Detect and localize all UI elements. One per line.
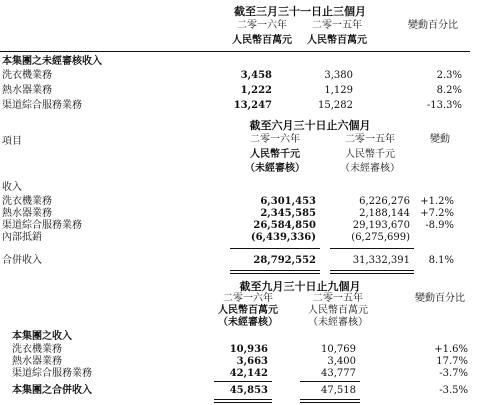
- sec3-period-header: 截至九月三十日止九個月: [239, 280, 361, 293]
- sec3-subtotal-rule-2015: [300, 381, 360, 382]
- sec3-total-label: 本集團之合併收入: [12, 385, 92, 396]
- sec3-row-label: 洗衣機業務: [12, 344, 62, 355]
- sec1-row-2015: 3,380: [324, 70, 353, 81]
- sec1-header-rule: [0, 51, 470, 52]
- sec2-total-2016: 28,792,552: [253, 255, 316, 266]
- sec2-row-2015: 29,193,670: [352, 220, 410, 231]
- sec2-change-header: 變動: [430, 134, 450, 145]
- sec2-item-header: 項目: [2, 136, 22, 147]
- sec3-row-2015: 3,400: [327, 356, 356, 367]
- sec2-row-label: 內部抵銷: [2, 232, 42, 243]
- sec1-row-label: 洗衣機業務: [2, 70, 52, 81]
- sec3-row-2016: 42,142: [229, 368, 268, 379]
- sec3-col-2015: 二零一五年: [313, 293, 363, 304]
- sec3-total-pct: -3.5%: [439, 385, 468, 396]
- sec1-period-header: 截至三月三十一日止三個月: [234, 5, 366, 18]
- sec2-total-2015: 31,332,391: [352, 255, 410, 266]
- sec2-row-2015: (6,275,699): [351, 232, 410, 243]
- sec2-row-2016: 6,301,453: [260, 196, 316, 207]
- sec3-total-2015: 47,518: [321, 385, 356, 396]
- sec1-row-label: 渠道綜合服務業務: [2, 100, 82, 111]
- sec1-change-header: 變動百分比: [408, 20, 458, 31]
- sec2-row-2015: 6,226,276: [359, 196, 410, 207]
- sec2-row-label: 熱水器業務: [2, 208, 52, 219]
- sec2-heading: 收入: [2, 182, 22, 193]
- sec2-subtotal-rule-2015: [330, 248, 414, 249]
- sec2-row-2015: 2,188,144: [359, 208, 410, 219]
- sec1-row-2016: 13,247: [233, 100, 272, 111]
- sec1-heading: 本集團之未經審核收入: [2, 56, 102, 67]
- sec2-audit-2016: （未經審核）: [245, 163, 305, 174]
- sec1-row-2016: 3,458: [240, 70, 272, 81]
- sec2-unit-2015: 人民幣千元: [345, 149, 395, 160]
- sec3-row-label: 渠道綜合服務業務: [12, 368, 92, 379]
- sec1-row-2015: 1,129: [324, 85, 353, 96]
- sec3-total-2016: 45,853: [229, 385, 268, 396]
- sec2-total-rule-2016: [230, 270, 320, 274]
- sec3-col-2016: 二零一六年: [223, 293, 273, 304]
- sec1-row-pct: 2.3%: [436, 70, 462, 81]
- sec3-heading: 本集團之收入: [12, 331, 72, 342]
- sec1-row-2015: 15,282: [318, 100, 353, 111]
- sec1-col-2016: 二零一六年: [237, 20, 287, 31]
- sec1-row-2016: 1,222: [240, 85, 272, 96]
- sec1-col-2015: 二零一五年: [312, 20, 362, 31]
- sec3-row-pct: 17.7%: [436, 356, 468, 367]
- sec2-row-2016: 2,345,585: [260, 208, 316, 219]
- sec3-row-2016: 3,663: [236, 356, 268, 367]
- sec2-row-2016: (6,439,336): [250, 232, 316, 243]
- sec2-total-rule-2015: [330, 270, 414, 274]
- sec3-row-pct: -3.7%: [439, 368, 468, 379]
- sec2-unit-2016: 人民幣千元: [250, 149, 300, 160]
- sec2-subtotal-rule-2016: [230, 248, 320, 249]
- sec3-audit-2015: （未經審核）: [308, 317, 368, 328]
- sec1-unit-2016: 人民幣百萬元: [232, 35, 292, 46]
- sec3-row-2016: 10,936: [229, 344, 268, 355]
- sec1-row-label: 熱水器業務: [2, 85, 52, 96]
- sec3-audit-2016: （未經審核）: [218, 317, 278, 328]
- sec3-unit-2016: 人民幣百萬元: [218, 305, 278, 316]
- sec3-row-label: 熱水器業務: [12, 356, 62, 367]
- sec1-row-pct: 8.2%: [436, 85, 462, 96]
- sec2-col-2015: 二零一五年: [345, 134, 395, 145]
- sec2-row-pct: +7.2%: [420, 208, 454, 219]
- sec2-row-2016: 26,584,850: [253, 220, 316, 231]
- sec3-total-rule-2016: [214, 399, 272, 403]
- sec1-unit-2015: 人民幣百萬元: [307, 35, 367, 46]
- sec3-unit-2015: 人民幣百萬元: [308, 305, 368, 316]
- sec3-row-2015: 10,769: [321, 344, 356, 355]
- sec2-row-label: 洗衣機業務: [2, 196, 52, 207]
- sec3-row-2015: 43,777: [321, 368, 356, 379]
- sec1-row-pct: -13.3%: [426, 100, 462, 111]
- sec3-subtotal-rule-2016: [214, 381, 272, 382]
- sec2-period-header: 截至六月三十日止六個月: [249, 119, 371, 132]
- sec2-total-pct: 8.1%: [428, 255, 454, 266]
- sec2-total-label: 合併收入: [2, 255, 42, 266]
- sec2-row-pct: -8.9%: [425, 220, 454, 231]
- sec2-row-pct: +1.2%: [420, 196, 454, 207]
- sec3-row-pct: +1.6%: [434, 344, 468, 355]
- sec2-row-label: 渠道綜合服務業務: [2, 220, 82, 231]
- sec3-change-header: 變動百分比: [415, 293, 465, 304]
- sec2-col-2016: 二零一六年: [250, 134, 300, 145]
- sec2-audit-2015: （未經審核）: [340, 163, 400, 174]
- sec3-total-rule-2015: [300, 399, 360, 403]
